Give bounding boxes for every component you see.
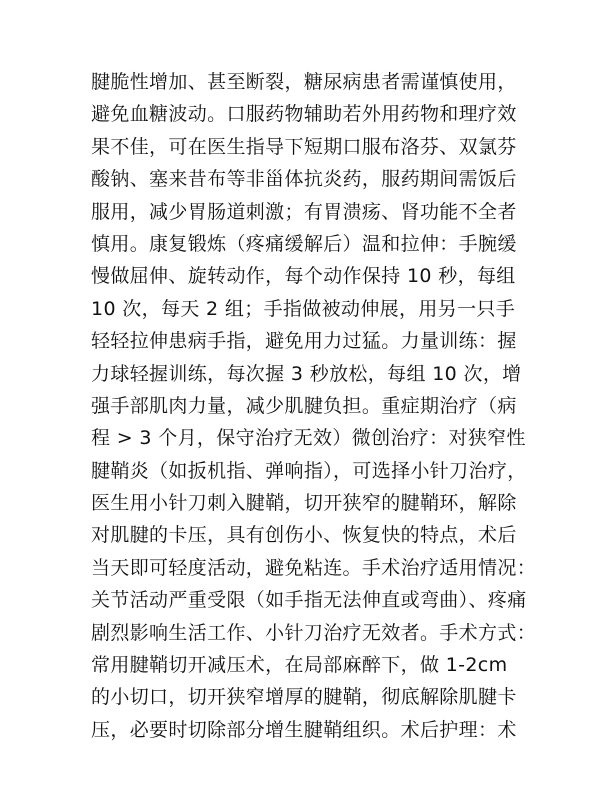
body-text [91,66,537,746]
text-line: 当天即可轻度活动，避免粘连。手术治疗适用情况： [91,556,537,579]
text-line: 10 次，每天 2 组；手指做被动伸展，用另一只手 [91,297,516,320]
text-line: 强手部肌肉力量，减少肌腱负担。重症期治疗（病 [91,394,517,417]
text-line: 服用，减少胃肠道刺激；有胃溃疡、肾功能不全者 [91,200,517,223]
text-line: 轻轻拉伸患病手指，避免用力过猛。力量训练：握 [91,330,517,353]
text-line: 医生用小针刀刺入腱鞘，切开狭窄的腱鞘环，解除 [91,492,517,515]
text-line: 酸钠、塞来昔布等非甾体抗炎药，服药期间需饭后 [91,168,517,191]
text-line: 压，必要时切除部分增生腱鞘组织。术后护理：术 [91,718,517,741]
text-line: 常用腱鞘切开减压术，在局部麻醉下，做 1-2cm [91,654,508,677]
text-line: 剧烈影响生活工作、小针刀治疗无效者。手术方式： [91,621,537,644]
text-line: 力球轻握训练，每次握 3 秒放松，每组 10 次，增 [91,362,522,385]
text-line: 腱鞘炎（如扳机指、弹响指），可选择小针刀治疗， [91,459,527,482]
text-line: 果不佳，可在医生指导下短期口服布洛芬、双氯芬 [91,135,517,158]
text-line: 的小切口，切开狭窄增厚的腱鞘，彻底解除肌腱卡 [91,686,517,709]
text-line: 避免血糖波动。口服药物辅助若外用药物和理疗效 [91,103,517,126]
text-line: 关节活动严重受限（如手指无法伸直或弯曲）、疼痛 [91,589,527,612]
text-line: 慎用。康复锻炼（疼痛缓解后）温和拉伸：手腕缓 [91,232,517,255]
text-line: 腱脆性增加、甚至断裂，糖尿病患者需谨慎使用， [91,71,517,93]
text-line: 慢做屈伸、旋转动作，每个动作保持 10 秒，每组 [91,265,516,288]
text-line: 程 > 3 个月，保守治疗无效）微创治疗：对狭窄性 [91,427,526,450]
text-line: 对肌腱的卡压，具有创伤小、恢复快的特点，术后 [91,524,517,547]
